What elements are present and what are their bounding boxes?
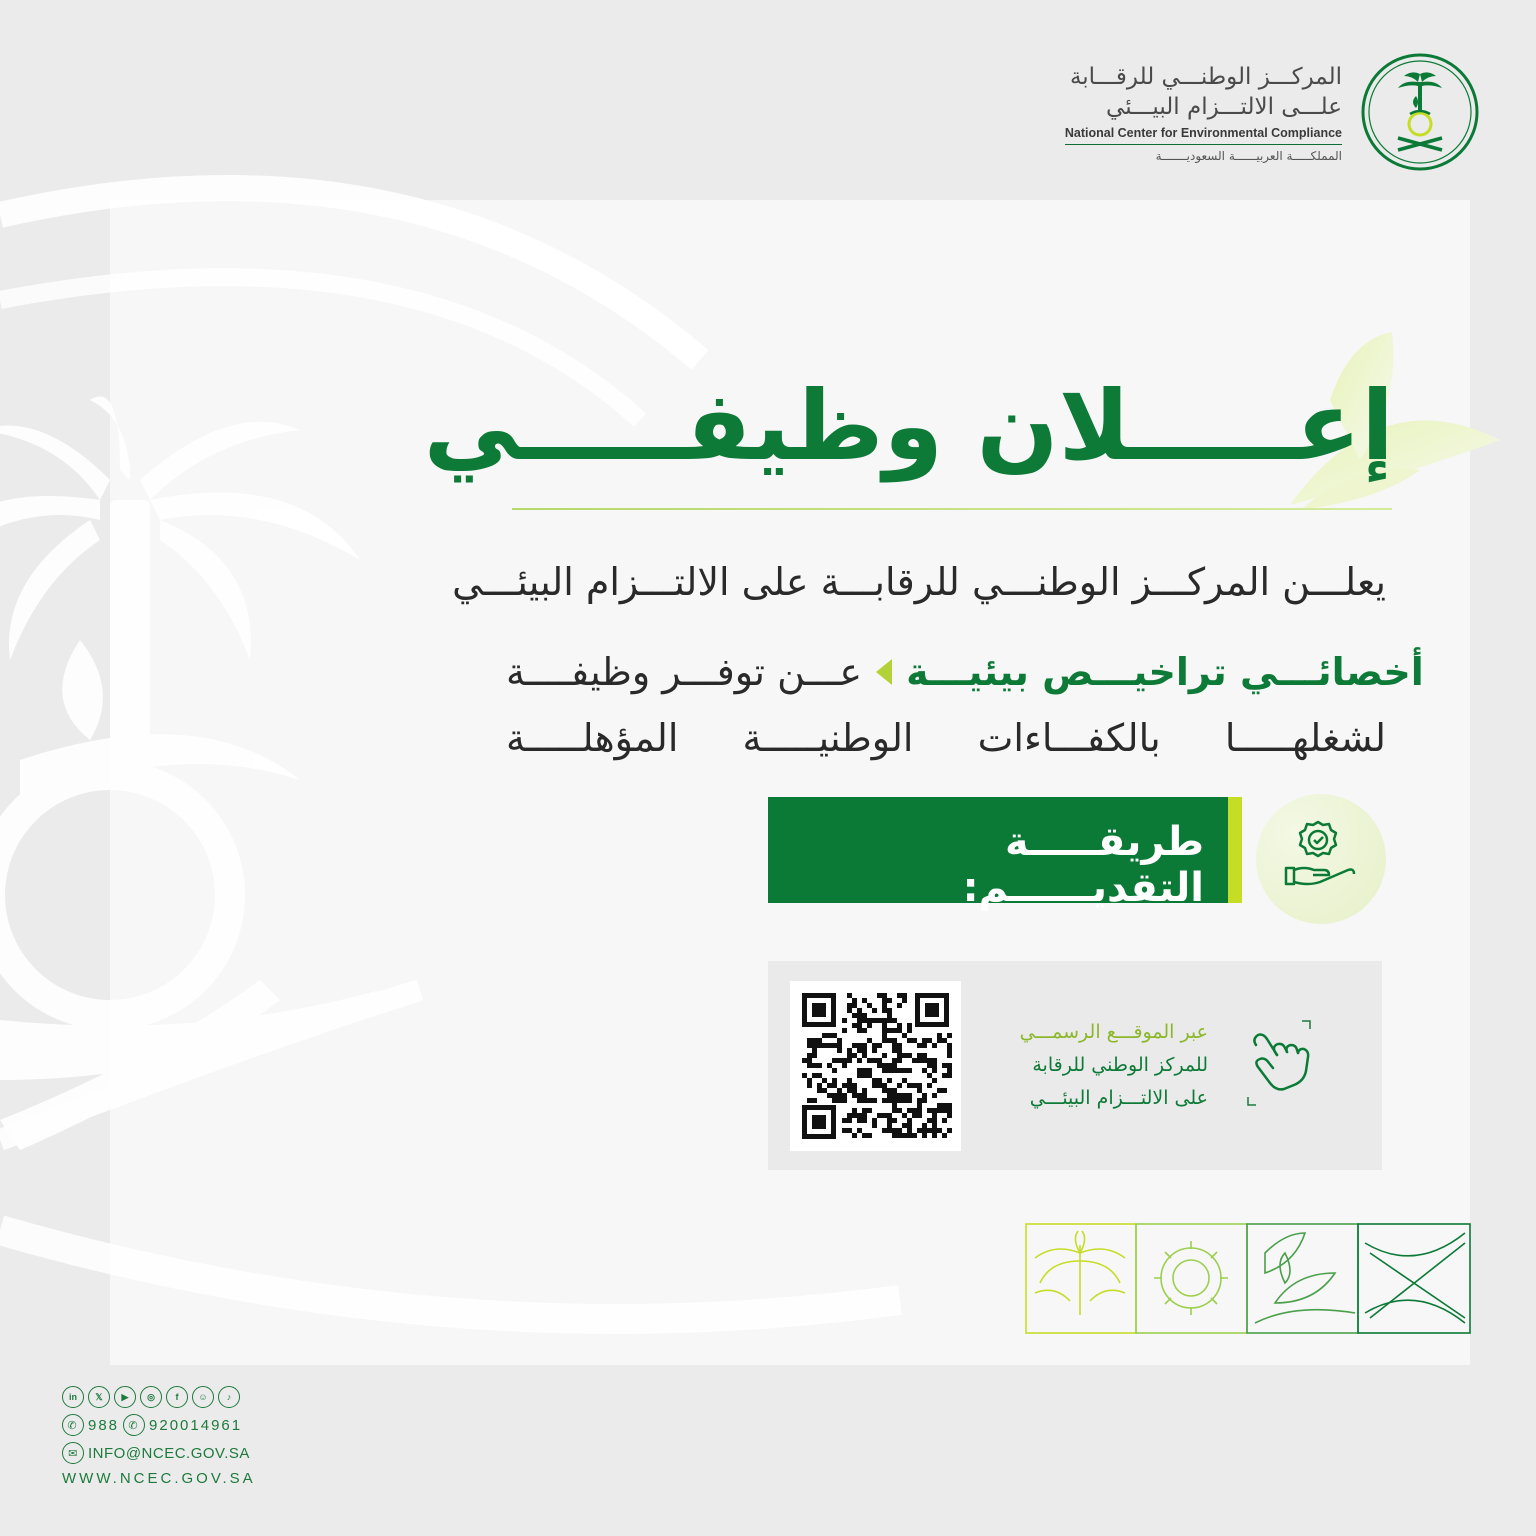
announcement-line-2-prefix: عـــن توفـــر وظيفــــة [506, 650, 863, 694]
qr-code[interactable] [790, 981, 961, 1151]
phone-row [62, 1414, 256, 1436]
phone-icon: ✆ [123, 1414, 145, 1436]
triangle-bullet-icon [876, 659, 892, 685]
apply-method-label: طريقـــــة التقديــــــم: [962, 819, 1204, 911]
email-address[interactable]: INFO@NCEC.GOV.SA [88, 1444, 250, 1462]
qr-line-1: عبر الموقـــع الرسمـــي [1019, 1021, 1208, 1043]
email-row [62, 1442, 256, 1464]
footer-contact [62, 1386, 256, 1487]
logo-text [1065, 62, 1342, 163]
qr-line-3: على الالتـــزام البيئـــي [1029, 1087, 1208, 1109]
job-title-group [862, 645, 1424, 699]
phone-long[interactable]: 920014961 [149, 1416, 243, 1434]
apply-method-bar [768, 797, 1242, 911]
emblem-panels [1025, 1223, 1471, 1334]
website-link[interactable]: WWW.NCEC.GOV.SA [62, 1470, 256, 1487]
qr-line-2: للمركز الوطني للرقابة [1032, 1054, 1208, 1076]
announcement-line-3: لشغلهـــــا بالكفـــاءات الوطنيـــــة المؤهلـــــة [506, 716, 1386, 760]
announcement-body [452, 555, 1424, 789]
linkedin-icon[interactable]: in [62, 1386, 84, 1408]
phone-short[interactable]: 988 [88, 1416, 120, 1434]
facebook-icon[interactable]: f [166, 1386, 188, 1408]
qr-code-image [790, 981, 961, 1151]
title-underline [512, 508, 1392, 510]
snapchat-icon[interactable]: ☺ [192, 1386, 214, 1408]
page-title: إعـــــلان وظيفـــــي [423, 370, 1394, 482]
announcement-line-2 [506, 633, 1424, 711]
logo-country: المملكـــــة العربيــــــة السعوديـــــــة [1155, 148, 1342, 163]
apply-icon-circle [1256, 794, 1386, 924]
emblem-seal-icon [1360, 52, 1480, 172]
pointer-hand-icon [1246, 1019, 1318, 1107]
instagram-icon[interactable]: ◎ [140, 1386, 162, 1408]
youtube-icon[interactable]: ▶ [114, 1386, 136, 1408]
logo-name-ar-line1: المركـــز الوطنـــي للرقـــابة [1069, 63, 1342, 90]
social-icons-row [62, 1386, 256, 1408]
x-icon[interactable]: 𝕏 [88, 1386, 110, 1408]
header-logo [1065, 52, 1480, 172]
qr-panel [768, 961, 1382, 1170]
phone-icon: ✆ [62, 1414, 84, 1436]
tiktok-icon[interactable]: ♪ [218, 1386, 240, 1408]
qr-instructions [1020, 1016, 1208, 1115]
mail-icon: ✉ [62, 1442, 84, 1464]
apply-bar-accent [1228, 797, 1242, 903]
announcement-line-1: يعلـــن المركـــز الوطنـــي للرقابـــة على الالتـــزام البيئـــي [452, 560, 1386, 604]
job-title: أخصائـــي تراخيـــص بيئيـــة [906, 650, 1424, 694]
logo-name-ar-line2: علـــى الالتـــزام البيـــئي [1106, 93, 1342, 120]
logo-name-en: National Center for Environmental Compliance [1065, 126, 1342, 145]
award-hand-icon [1256, 794, 1386, 924]
